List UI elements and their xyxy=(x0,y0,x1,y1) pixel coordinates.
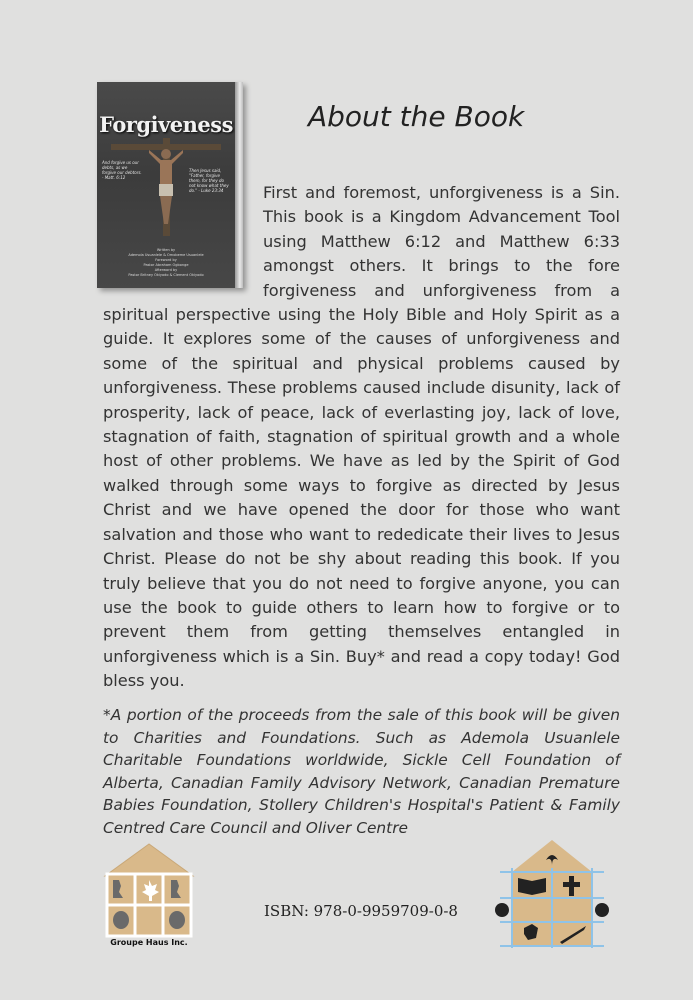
cover-title: Forgiveness xyxy=(99,112,233,137)
house-logo-icon xyxy=(103,842,195,938)
cover-credits: Written by Ademola Usuanlele & Omobeme Usuanlele Foreword by Pastor Abraham Ogbonge Afterword by Pastor Britney Okiyodo & Clement Okiyodo xyxy=(128,248,204,277)
logo-left-caption: Groupe Haus Inc. xyxy=(110,938,188,947)
proceeds-note: *A portion of the proceeds from the sale of this book will be given to Charities and Foundations. Such as Ademola Usuanlele Charitable Foundations worldwide, Sickle Cell Foundation of Alberta, Canadian Family Advisory Network, Canadian Premature Babies Foundation, Stollery Children's Hospital's Patient & Family Centred Care Council and Oliver Centre xyxy=(103,706,620,837)
page-title: About the Book xyxy=(308,100,525,133)
cover-left-quote: And forgive us our debts, as we forgive our debtors. - Matt. 6:12 xyxy=(102,160,142,180)
family-house-logo xyxy=(490,838,614,950)
cover-wrap-spacer xyxy=(103,181,263,303)
book-description xyxy=(103,181,620,694)
house-emblem-icon xyxy=(490,838,614,950)
cover-right-quote: Then Jesus said, "Father, forgive them, for they do not know what they do." - Luke 23:34 xyxy=(189,168,229,193)
groupe-haus-logo xyxy=(103,842,199,952)
isbn-number: ISBN: 978-0-9959709-0-8 xyxy=(264,902,458,920)
description-text: First and foremost, unforgiveness is a Sin. This book is a Kingdom Advancement Tool using Matthew 6:12 and Matthew 6:33 amongst others. It brings to the fore forgiveness and unforgiveness from a spiritual perspective using the Holy Bible and Holy Spirit as a guide. It explores some of the causes of unforgiveness and some of the spiritual and physical problems caused by unforgiveness. These problems caused include disunity, lack of prosperity, lack of peace, lack of everlasting joy, lack of love, stagnation of faith, stagnation of spiritual growth and a whole host of other problems. We have as led by the Spirit of God walked through some ways to forgive as directed by Jesus Christ and we have opened the door for those who want salvation and those who want to rededicate their lives to Jesus Christ. Please do not be shy about reading this book. If you truly believe that you do not need to forgive anyone, you can use the book to guide others to learn how to forgive or to prevent them from getting themselves entangled in unforgiveness which is a Sin. Buy* and read a copy today! God bless you. xyxy=(103,183,620,691)
